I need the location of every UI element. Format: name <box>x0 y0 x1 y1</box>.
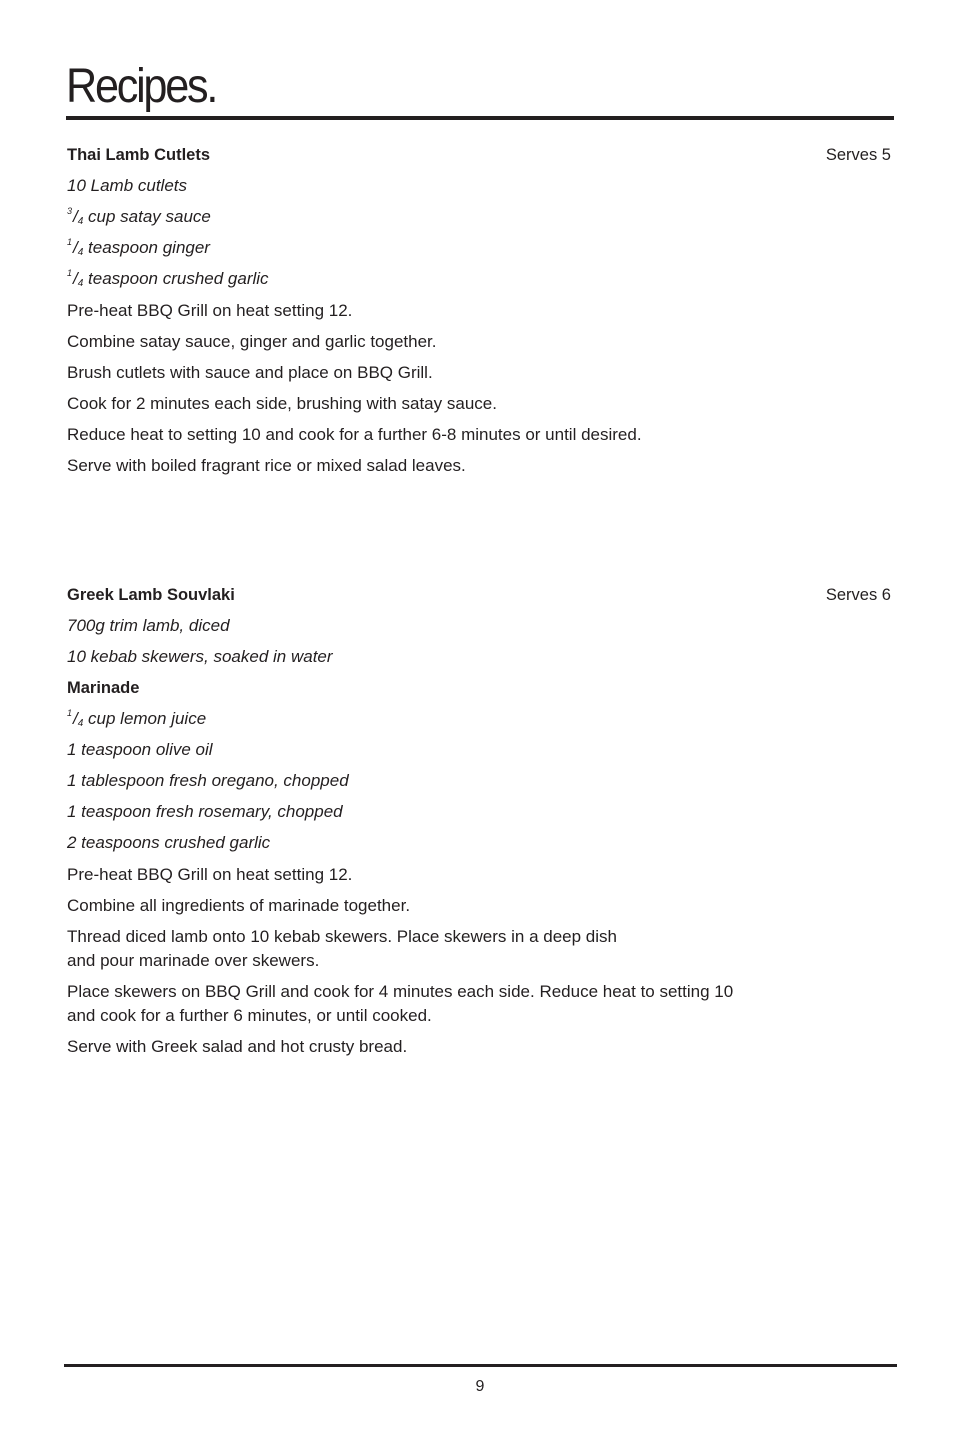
recipe-greek-lamb-souvlaki <box>67 584 891 1066</box>
fraction <box>67 207 83 226</box>
ingredient-text: cup lemon juice <box>83 709 207 728</box>
fraction-slash: / <box>73 269 78 288</box>
fraction-slash: / <box>73 238 78 257</box>
marinade-heading: Marinade <box>67 679 140 697</box>
method-step: Thread diced lamb onto 10 kebab skewers. Place skewers in a deep dish and pour marinade over skewers. <box>67 927 617 970</box>
ingredient-item <box>67 739 891 761</box>
fraction-slash: / <box>73 207 78 226</box>
ingredient-text: 1 teaspoon olive oil <box>67 740 213 759</box>
marinade-ingredient-list <box>67 708 891 854</box>
method-step: Cook for 2 minutes each side, brushing with satay sauce. <box>67 394 497 413</box>
ingredient-text: 2 teaspoons crushed garlic <box>67 833 271 852</box>
title-divider <box>66 116 894 120</box>
fraction-denominator: 4 <box>77 216 84 227</box>
method-step: Combine satay sauce, ginger and garlic together. <box>67 332 437 351</box>
fraction-numerator: 3 <box>67 206 73 216</box>
recipe-thai-lamb-cutlets <box>67 144 891 485</box>
ingredient-item <box>67 770 891 792</box>
page-number: 9 <box>475 1378 485 1395</box>
ingredient-item <box>67 801 891 823</box>
ingredient-item <box>67 646 891 668</box>
method-step: Pre-heat BBQ Grill on heat setting 12. <box>67 865 353 884</box>
method-step: Brush cutlets with sauce and place on BBQ Grill. <box>67 363 433 382</box>
ingredient-text: teaspoon crushed garlic <box>83 269 269 288</box>
fraction <box>67 709 83 728</box>
ingredient-item <box>67 175 891 197</box>
method-step: Serve with boiled fragrant rice or mixed salad leaves. <box>67 456 466 475</box>
fraction-numerator: 1 <box>67 708 73 718</box>
serves-label: Serves 6 <box>825 586 891 604</box>
ingredient-item <box>67 708 891 730</box>
fraction-slash: / <box>73 709 78 728</box>
ingredient-item <box>67 206 891 228</box>
fraction-denominator: 4 <box>77 278 84 289</box>
ingredient-text: 700g trim lamb, diced <box>67 616 230 635</box>
footer-divider <box>64 1364 897 1367</box>
method-steps <box>67 299 891 478</box>
fraction <box>67 238 83 257</box>
fraction-denominator: 4 <box>77 247 84 258</box>
fraction <box>67 269 83 288</box>
recipe-header <box>67 144 891 166</box>
ingredient-text: 1 tablespoon fresh oregano, chopped <box>67 771 349 790</box>
ingredient-item <box>67 268 891 290</box>
recipe-header <box>67 584 891 606</box>
method-step: Pre-heat BBQ Grill on heat setting 12. <box>67 301 353 320</box>
method-step: Place skewers on BBQ Grill and cook for 4 minutes each side. Reduce heat to setting 10 and cook for a further 6 minutes, or until cooked. <box>67 982 734 1025</box>
ingredient-item <box>67 615 891 637</box>
serves-label: Serves 5 <box>825 146 891 164</box>
ingredient-item <box>67 832 891 854</box>
method-step: Reduce heat to setting 10 and cook for a further 6-8 minutes or until desired. <box>67 425 642 444</box>
ingredient-list <box>67 615 891 668</box>
method-step: Combine all ingredients of marinade together. <box>67 896 411 915</box>
page-title: Recipes. <box>66 60 217 113</box>
ingredient-item <box>67 237 891 259</box>
method-step: Serve with Greek salad and hot crusty bread. <box>67 1037 408 1056</box>
ingredient-text: teaspoon ginger <box>83 238 210 257</box>
ingredient-text: 1 teaspoon fresh rosemary, chopped <box>67 802 343 821</box>
fraction-numerator: 1 <box>67 268 73 278</box>
ingredient-text: 10 kebab skewers, soaked in water <box>67 647 333 666</box>
ingredient-text: cup satay sauce <box>83 207 211 226</box>
fraction-denominator: 4 <box>77 718 84 729</box>
ingredient-text: 10 Lamb cutlets <box>67 176 188 195</box>
ingredient-list <box>67 175 891 290</box>
method-steps <box>67 863 891 1059</box>
recipe-title: Greek Lamb Souvlaki <box>67 586 235 604</box>
fraction-numerator: 1 <box>67 237 73 247</box>
recipe-title: Thai Lamb Cutlets <box>67 146 211 164</box>
